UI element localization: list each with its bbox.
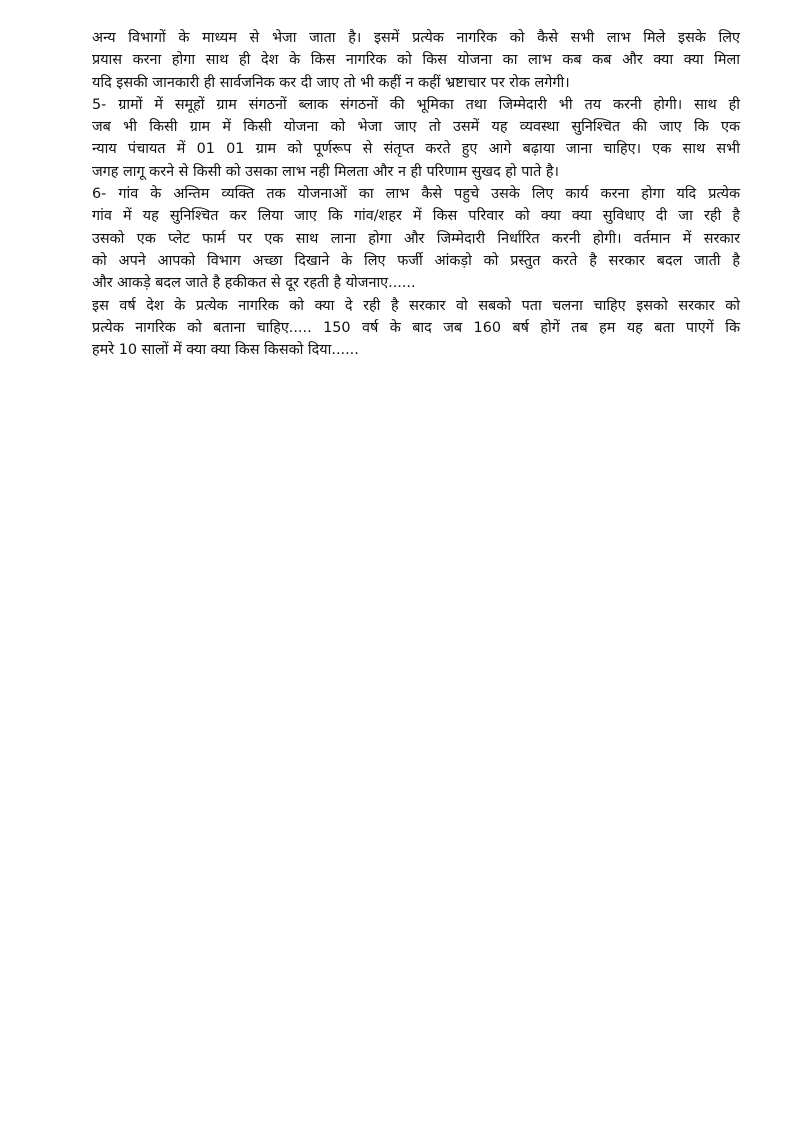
paragraph-closing (92, 295, 740, 362)
text-line: जगह लागू करने से किसी को उसका लाभ नही मिलता और न ही परिणाम सुखद हो पाते है। (92, 163, 560, 180)
text-line: 6- गांव के अन्तिम व्यक्ति तक योजनाओं का लाभ कैसे पहुचे उसके लिए कार्य करना होगा यदि प्रत्येक (92, 186, 740, 203)
paragraph-point-5 (92, 94, 740, 183)
text-line: प्रयास करना होगा साथ ही देश के किस नागरिक को किस योजना का लाभ कब कब और क्या क्या मिला (92, 52, 740, 69)
paragraph-intro (92, 27, 740, 94)
document-body (92, 27, 740, 361)
text-line: इस वर्ष देश के प्रत्येक नागरिक को क्या दे रही है सरकार वो सबको पता चलना चाहिए इसको सरकार को (92, 297, 740, 314)
text-line: प्रत्येक नागरिक को बताना चाहिए..... 150 वर्ष के बाद जब 160 बर्ष होगें तब हम यह बता पाएगें कि (92, 319, 740, 336)
text-line: 5- ग्रामों में समूहों ग्राम संगठनों ब्लाक संगठनों की भूमिका तथा जिम्मेदारी भी तय करनी होगी। साथ ही (92, 96, 740, 113)
text-line: उसको एक प्लेट फार्म पर एक साथ लाना होगा और जिम्मेदारी निर्धारित करनी होगी। वर्तमान में सरकार (92, 230, 740, 247)
text-line: गांव में यह सुनिश्चित कर लिया जाए कि गांव/शहर में किस परिवार को क्या क्या सुविधाए दी जा रही है (92, 208, 740, 225)
text-line: को अपने आपको विभाग अच्छा दिखाने के लिए फर्जी आंकड़ो को प्रस्तुत करते है सरकार बदल जाती है (92, 252, 740, 269)
text-line: न्याय पंचायत में 01 01 ग्राम को पूर्णरूप से संतृप्त करते हुए आगे बढ़ाया जाना चाहिए। एक साथ सभी (92, 141, 740, 158)
text-line: हमरे 10 सालों में क्या क्या किस किसको दिया...... (92, 342, 359, 359)
text-line: और आकड़े बदल जाते है हकीकत से दूर रहती है योजनाए...... (92, 275, 416, 292)
paragraph-point-6 (92, 183, 740, 294)
text-line: यदि इसकी जानकारी ही सार्वजनिक कर दी जाए तो भी कहीं न कहीं भ्रष्टाचार पर रोक लगेगी। (92, 74, 570, 91)
text-line: जब भी किसी ग्राम में किसी योजना को भेजा जाए तो उसमें यह व्यवस्था सुनिश्चित की जाए कि एक (92, 119, 740, 136)
text-line: अन्य विभागों के माध्यम से भेजा जाता है। इसमें प्रत्येक नागरिक को कैसे सभी लाभ मिले इसके लिए (92, 30, 740, 46)
